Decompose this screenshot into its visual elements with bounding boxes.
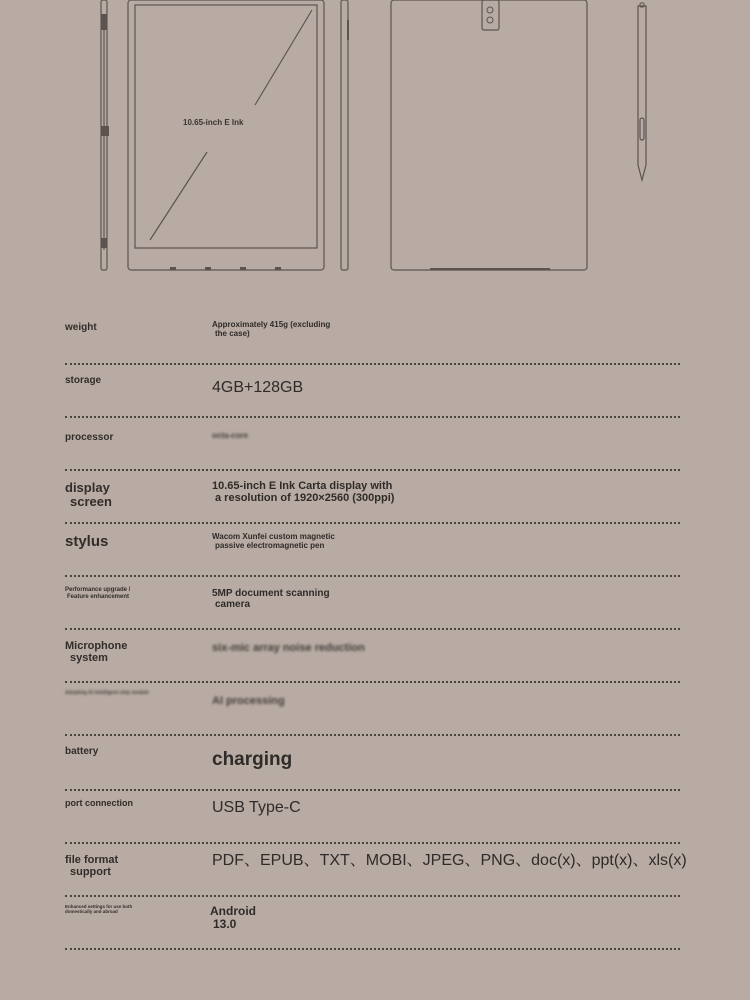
spec-row-fileformat <box>0 844 750 897</box>
spec-label <box>65 746 98 757</box>
dotted-divider <box>65 948 680 950</box>
spec-value <box>210 905 256 931</box>
spec-value-line: the case) <box>215 328 250 338</box>
spec-label <box>65 534 108 551</box>
spec-value-line: 10.65-inch E Ink Carta display with <box>212 480 393 492</box>
spec-label-line: processor <box>65 432 114 443</box>
spec-label <box>65 587 130 600</box>
spec-label <box>65 322 97 333</box>
spec-label <box>65 854 118 878</box>
spec-value <box>212 588 330 610</box>
spec-value-line: PDF、EPUB、TXT、MOBI、JPEG、PNG、doc(x)、ppt(x)、xls(x) <box>212 852 687 869</box>
spec-label <box>65 432 113 443</box>
spec-row-weight <box>0 312 750 365</box>
spec-label-line: file format <box>65 854 119 866</box>
spec-label-line: port connection <box>65 798 133 808</box>
spec-value-line: 4GB+128GB <box>212 379 304 396</box>
spec-row-ai <box>0 683 750 736</box>
spec-label <box>65 905 145 915</box>
spec-value <box>212 432 248 441</box>
spec-label-line: Enhanced settings for use both domestically and abroad <box>65 904 133 914</box>
spec-value <box>212 533 335 551</box>
screen-line-lower <box>150 152 207 240</box>
product-illustration <box>0 0 750 280</box>
spec-label <box>65 640 127 664</box>
camera-lens-top <box>487 7 493 13</box>
spec-row-stylus <box>0 524 750 577</box>
camera-lens-bottom <box>487 17 493 23</box>
spec-value <box>212 750 292 771</box>
stylus-pen <box>638 6 646 180</box>
spec-value <box>212 379 303 397</box>
spec-row-os <box>0 897 750 950</box>
spec-label-line: Feature enhancement <box>67 593 130 600</box>
spec-value-line: Approximately 415g (excluding <box>212 320 331 329</box>
spec-value <box>212 642 365 654</box>
spec-label-line: support <box>70 866 111 879</box>
spec-label-line: system <box>70 652 108 665</box>
spec-value-line: Wacom Xunfei custom magnetic <box>212 532 335 541</box>
spec-label <box>65 481 112 510</box>
camera-module <box>482 0 499 30</box>
spec-value <box>212 695 285 707</box>
screen-caption: 10.65-inch E Ink <box>183 118 244 127</box>
spec-label-line: battery <box>65 746 99 757</box>
spec-value <box>212 480 394 504</box>
spec-row-processor <box>0 418 750 471</box>
spec-value-line: charging <box>212 749 293 770</box>
spec-value-line: USB Type-C <box>212 799 301 816</box>
spec-label-line: storage <box>65 375 102 386</box>
spec-value-line: a resolution of 1920×2560 (300ppi) <box>215 492 395 505</box>
spec-row-port <box>0 791 750 844</box>
spec-label-line: stylus <box>65 533 109 550</box>
device-side-right <box>341 0 348 270</box>
spec-value-line: 5MP document scanning <box>212 588 330 599</box>
spec-value-line: Android <box>210 904 256 918</box>
spec-row-storage <box>0 365 750 418</box>
spec-label <box>65 799 133 809</box>
spec-value-line: passive electromagnetic pen <box>215 540 325 550</box>
spec-value <box>212 799 301 817</box>
spec-row-display <box>0 471 750 524</box>
spec-value-line: camera <box>215 599 251 610</box>
screen-line-upper <box>255 10 312 105</box>
device-drawings <box>0 0 750 280</box>
spec-row-microphone <box>0 630 750 683</box>
spec-row-battery <box>0 736 750 791</box>
spec-value <box>212 852 687 870</box>
spec-value-line: 13.0 <box>213 917 237 932</box>
spec-label-line: Microphone <box>65 640 128 652</box>
spec-value-line: AI processing <box>212 695 285 707</box>
spec-label-line: Adopting AI intelligent chip module <box>65 690 149 696</box>
spec-row-performance <box>0 577 750 630</box>
spec-label-line: weight <box>65 322 97 333</box>
spec-label <box>65 375 101 386</box>
spec-label-line: screen <box>70 494 112 510</box>
spec-table <box>0 312 750 950</box>
spec-label <box>65 691 149 697</box>
spec-value-line: six-mic array noise reduction <box>212 642 365 654</box>
spec-label-line: display <box>65 480 110 495</box>
spec-value <box>212 321 330 339</box>
spec-label-line: Performance upgrade / <box>65 587 131 593</box>
spec-value-line: octa-core <box>212 431 249 440</box>
device-back <box>391 0 587 270</box>
